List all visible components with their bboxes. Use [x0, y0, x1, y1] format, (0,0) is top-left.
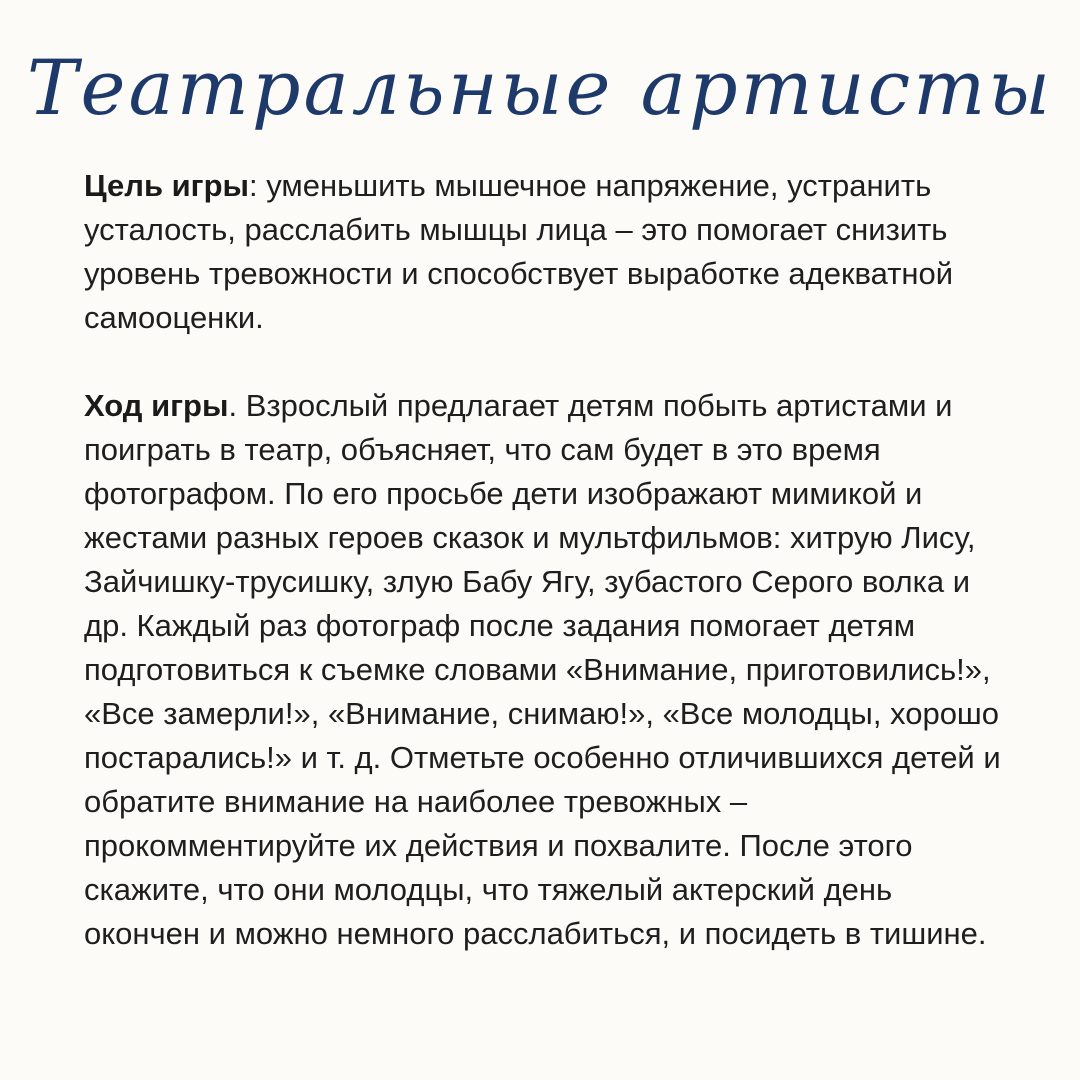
course-paragraph [84, 384, 1014, 956]
page-title: Театральные артисты [26, 43, 1054, 132]
goal-text: : уменьшить мышечное напряжение, устранить усталость, расслабить мышцы лица – это помогает снизить уровень тревожности и способствует выработке адекватной самооценки. [84, 168, 954, 335]
goal-paragraph [84, 164, 1014, 340]
course-label: Ход игры [84, 388, 229, 423]
goal-label: Цель игры [84, 168, 250, 203]
course-text: . Взрослый предлагает детям побыть артистами и поиграть в театр, объясняет, что сам будет в это время фотографом. По его просьбе дети изображают мимикой и жестами разных героев сказок и мультфильмов: хитрую Лису, Зайчишку-трусишку, злую Бабу Ягу, зубастого Серого волка и др. Каждый раз фотограф после задания помогает детям подготовиться к съемке словами «Внимание, приготовились!», «Все замерли!», «Внимание, снимаю!», «Все молодцы, хорошо постарались!» и т. д. Отметьте особенно отличившихся детей и обратите внимание на наиболее тревожных – прокомментируйте их действия и похвалите. После этого скажите, что они молодцы, что тяжелый актерский день окончен и можно немного расслабиться, и посидеть в тишине. [84, 388, 1001, 951]
